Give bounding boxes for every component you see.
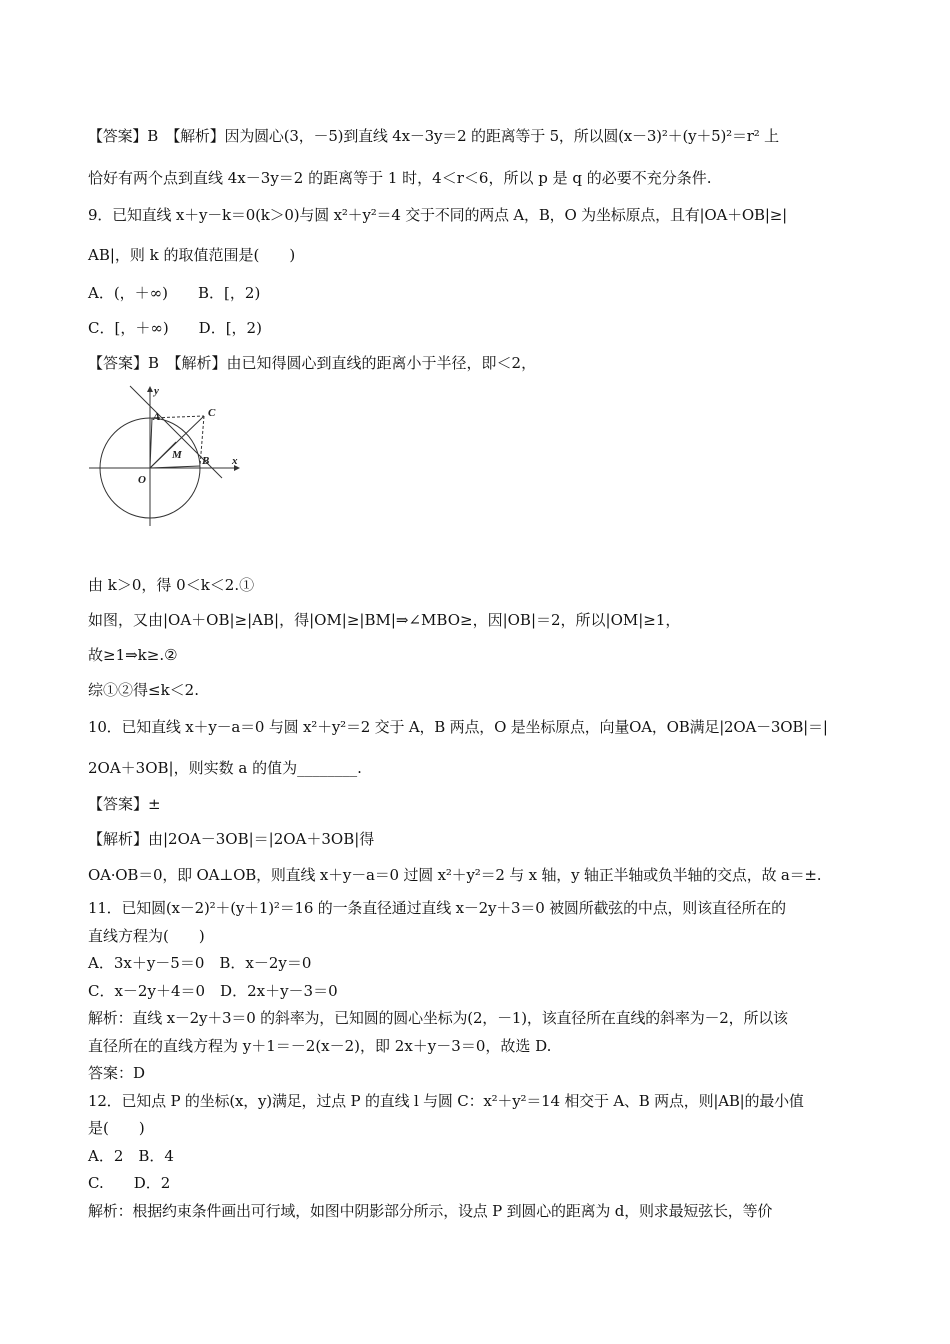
label-x: x bbox=[232, 455, 238, 467]
answer-q9-line2: 由 k＞0，得 0＜k＜2.① bbox=[88, 576, 255, 594]
question-12-options-ab: A．2 B．4 bbox=[88, 1147, 174, 1165]
answer-q9-line3: 如图，又由|OA＋OB|≥|AB|，得|OM|≥|BM|⇒∠MBO≥，因|OB|＝2，所以|OM|≥1， bbox=[88, 611, 681, 629]
label-m: M bbox=[172, 449, 182, 461]
y-axis-arrow bbox=[147, 386, 153, 392]
question-9-line1: 9．已知直线 x＋y－k＝0(k＞0)与圆 x²＋y²＝4 交于不同的两点 A，B，O 为坐标原点，且有|OA＋OB|≥| bbox=[88, 206, 787, 224]
answer-q10: 【答案】± bbox=[88, 795, 161, 813]
analysis-q11-line2: 直径所在的直线方程为 y＋1＝－2(x－2)，即 2x＋y－3＝0，故选 D. bbox=[88, 1037, 552, 1055]
label-a: A bbox=[153, 411, 161, 423]
answer-q8-line2: 恰好有两个点到直线 4x－3y＝2 的距离等于 1 时，4＜r＜6，所以 p 是 q 的必要不充分条件. bbox=[88, 169, 712, 187]
question-9-options-cd: C．[，＋∞) D．[，2) bbox=[88, 319, 262, 337]
question-9-line2: AB|，则 k 的取值范围是( ) bbox=[88, 246, 296, 264]
label-y: y bbox=[154, 385, 159, 397]
analysis-q11-line1: 解析：直线 x－2y＋3＝0 的斜率为，已知圆的圆心坐标为(2，－1)，该直径所在直线的斜率为－2，所以该 bbox=[88, 1009, 788, 1027]
question-12-options-cd: C. D．2 bbox=[88, 1174, 171, 1192]
label-b: B bbox=[202, 455, 210, 467]
label-o: O bbox=[138, 474, 146, 486]
question-11-line1: 11．已知圆(x－2)²＋(y＋1)²＝16 的一条直径通过直线 x－2y＋3＝0 被圆所截弦的中点，则该直径所在的 bbox=[88, 899, 786, 917]
question-10-line1: 10．已知直线 x＋y－a＝0 与圆 x²＋y²＝2 交于 A，B 两点，O 是坐标原点，向量OA，OB满足|2OA－3OB|＝| bbox=[88, 718, 828, 736]
question-10-line2: 2OA＋3OB|，则实数 a 的值为________. bbox=[88, 759, 362, 777]
answer-q9-line1: 【答案】B 【解析】由已知得圆心到直线的距离小于半径，即＜2， bbox=[88, 354, 537, 372]
analysis-q12-line1: 解析：根据约束条件画出可行域，如图中阴影部分所示，设点 P 到圆心的距离为 d，则求最短弦长，等价 bbox=[88, 1202, 773, 1220]
label-c: C bbox=[208, 407, 216, 419]
question-11-options-ab: A．3x＋y－5＝0 B．x－2y＝0 bbox=[88, 954, 312, 972]
question-12-line1: 12．已知点 P 的坐标(x，y)满足，过点 P 的直线 l 与圆 C：x²＋y²＝14 相交于 A、B 两点，则|AB|的最小值 bbox=[88, 1092, 804, 1110]
answer-q8-line1: 【答案】B 【解析】因为圆心(3，－5)到直线 4x－3y＝2 的距离等于 5，所以圆(x－3)²＋(y＋5)²＝r² 上 bbox=[88, 127, 779, 145]
circle-line-figure bbox=[84, 378, 254, 528]
analysis-q10-line1: 【解析】由|2OA－3OB|＝|2OA＋3OB|得 bbox=[88, 830, 375, 848]
question-9-options-ab: A．(，＋∞) B．[，2) bbox=[88, 284, 261, 302]
question-11-line2: 直线方程为( ) bbox=[88, 927, 205, 945]
answer-q9-line5: 综①②得≤k＜2. bbox=[88, 681, 199, 699]
analysis-q10-line2: OA·OB＝0，即 OA⊥OB，则直线 x＋y－a＝0 过圆 x²＋y²＝2 与 x 轴，y 轴正半轴或负半轴的交点，故 a＝±. bbox=[88, 866, 822, 884]
question-12-line2: 是( ) bbox=[88, 1119, 145, 1137]
answer-q11: 答案：D bbox=[88, 1064, 146, 1082]
question-11-options-cd: C．x－2y＋4＝0 D．2x＋y－3＝0 bbox=[88, 982, 338, 1000]
answer-q9-line4: 故≥1⇒k≥.② bbox=[88, 646, 178, 664]
